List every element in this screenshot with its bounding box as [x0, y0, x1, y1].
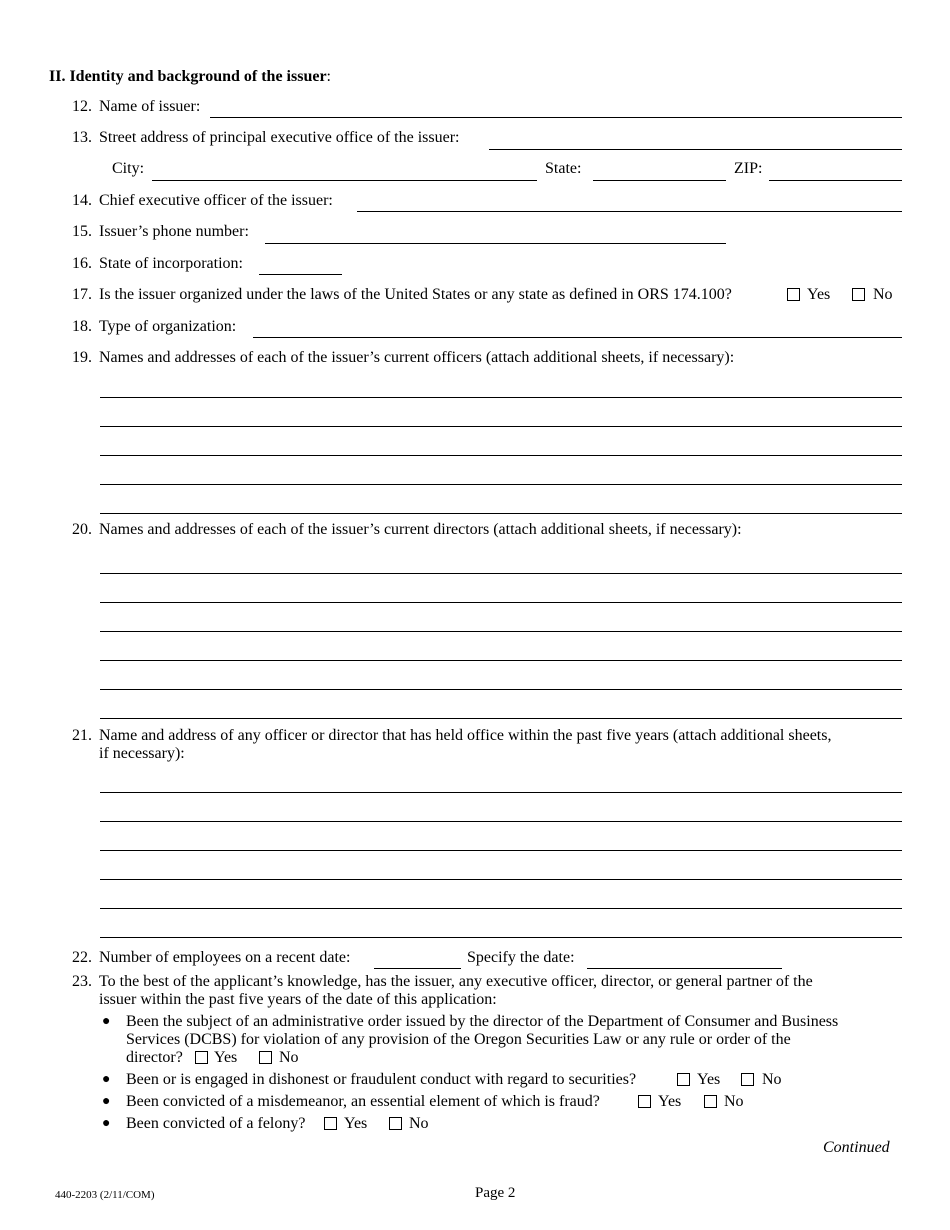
q23-bullet3-text: Been convicted of a misdemeanor, an essential element of which is fraud? [126, 1093, 600, 1110]
date-field[interactable] [587, 968, 782, 969]
incorporation-state-field[interactable] [259, 274, 342, 275]
past-officers-line[interactable] [100, 937, 902, 938]
zip-label: ZIP: [734, 160, 763, 177]
q20-label: Names and addresses of each of the issuer’s current directors (attach additional sheets, if necessary): [99, 521, 742, 538]
q19-number: 19. [72, 349, 92, 366]
q23-felony-no-checkbox[interactable] [389, 1117, 402, 1130]
q23-fraud-conduct-yes-checkbox[interactable] [677, 1073, 690, 1086]
q23-order-no-checkbox[interactable] [259, 1051, 272, 1064]
q23-misdemeanor-yes-label: Yes [658, 1093, 682, 1110]
directors-line[interactable] [100, 631, 902, 632]
q23-felony-no-label: No [409, 1115, 429, 1132]
organization-type-field[interactable] [253, 337, 902, 338]
q21-number: 21. [72, 727, 92, 744]
ceo-field[interactable] [357, 211, 902, 212]
q23-bullet1-line2: Services (DCBS) for violation of any provision of the Oregon Securities Law or any rule or order of the [126, 1031, 791, 1048]
q19-label: Names and addresses of each of the issuer’s current officers (attach additional sheets, if necessary): [99, 349, 735, 366]
q16-number: 16. [72, 255, 92, 272]
past-officers-line[interactable] [100, 850, 902, 851]
q23-order-no-label: No [279, 1049, 299, 1066]
past-officers-line[interactable] [100, 821, 902, 822]
q23-number: 23. [72, 973, 92, 990]
q14-number: 14. [72, 192, 92, 209]
issuer-name-field[interactable] [210, 117, 902, 118]
q23-bullet4-text: Been convicted of a felony? [126, 1115, 306, 1132]
officers-line[interactable] [100, 426, 902, 427]
directors-line[interactable] [100, 689, 902, 690]
bullet-dot: ● [102, 1094, 111, 1109]
section-title: Identity and background of the issuer [69, 68, 327, 85]
q12-label: Name of issuer: [99, 98, 201, 115]
q17-no-label: No [873, 286, 893, 303]
past-officers-line[interactable] [100, 908, 902, 909]
officers-line[interactable] [100, 397, 902, 398]
q14-label: Chief executive officer of the issuer: [99, 192, 333, 209]
section-heading: II. Identity and background of the issuer: [49, 68, 331, 85]
city-field[interactable] [152, 180, 537, 181]
q12-number: 12. [72, 98, 92, 115]
q21-label-line1: Name and address of any officer or director that has held office within the past five years (attach additional sheets, [99, 727, 832, 744]
q17-no-checkbox[interactable] [852, 288, 865, 301]
directors-line[interactable] [100, 718, 902, 719]
q17-number: 17. [72, 286, 92, 303]
past-officers-line[interactable] [100, 879, 902, 880]
officers-line[interactable] [100, 484, 902, 485]
q21-label-line2: if necessary): [99, 745, 185, 762]
q18-number: 18. [72, 318, 92, 335]
past-officers-line[interactable] [100, 792, 902, 793]
q23-label-line1: To the best of the applicant’s knowledge, has the issuer, any executive officer, director, or general partner of the [99, 973, 813, 990]
officers-line[interactable] [100, 513, 902, 514]
phone-field[interactable] [265, 243, 726, 244]
date-label: Specify the date: [467, 949, 575, 966]
state-label: State: [545, 160, 582, 177]
q22-label: Number of employees on a recent date: [99, 949, 351, 966]
bullet-dot: ● [102, 1014, 111, 1029]
q23-bullet1-line1: Been the subject of an administrative order issued by the director of the Department of Consumer and Business [126, 1013, 839, 1030]
directors-line[interactable] [100, 573, 902, 574]
q23-felony-yes-checkbox[interactable] [324, 1117, 337, 1130]
q13-number: 13. [72, 129, 92, 146]
employee-count-field[interactable] [374, 968, 461, 969]
bullet-dot: ● [102, 1072, 111, 1087]
q23-bullet2-text: Been or is engaged in dishonest or fraudulent conduct with regard to securities? [126, 1071, 637, 1088]
directors-line[interactable] [100, 660, 902, 661]
form-id: 440-2203 (2/11/COM) [55, 1189, 155, 1201]
q23-misdemeanor-no-label: No [724, 1093, 744, 1110]
q23-fraud-conduct-no-checkbox[interactable] [741, 1073, 754, 1086]
page-number: Page 2 [475, 1185, 516, 1201]
continued-note: Continued [823, 1139, 890, 1156]
q18-label: Type of organization: [99, 318, 237, 335]
q17-yes-label: Yes [807, 286, 831, 303]
q17-label: Is the issuer organized under the laws of the United States or any state as defined in ORS 174.100? [99, 286, 732, 303]
officers-line[interactable] [100, 455, 902, 456]
city-label: City: [112, 160, 145, 177]
section-numeral: II. [49, 68, 66, 85]
q23-fraud-conduct-no-label: No [762, 1071, 782, 1088]
directors-line[interactable] [100, 602, 902, 603]
q23-label-line2: issuer within the past five years of the date of this application: [99, 991, 497, 1008]
zip-field[interactable] [769, 180, 902, 181]
q20-number: 20. [72, 521, 92, 538]
street-address-field[interactable] [489, 149, 902, 150]
q23-fraud-conduct-yes-label: Yes [697, 1071, 721, 1088]
state-field[interactable] [593, 180, 726, 181]
q16-label: State of incorporation: [99, 255, 243, 272]
bullet-dot: ● [102, 1116, 111, 1131]
q15-number: 15. [72, 223, 92, 240]
q23-misdemeanor-yes-checkbox[interactable] [638, 1095, 651, 1108]
q15-label: Issuer’s phone number: [99, 223, 249, 240]
q13-label: Street address of principal executive office of the issuer: [99, 129, 460, 146]
q23-misdemeanor-no-checkbox[interactable] [704, 1095, 717, 1108]
q17-yes-checkbox[interactable] [787, 288, 800, 301]
q23-felony-yes-label: Yes [344, 1115, 368, 1132]
q23-order-yes-checkbox[interactable] [195, 1051, 208, 1064]
q23-bullet1-line3: director? [126, 1049, 183, 1066]
q22-number: 22. [72, 949, 92, 966]
q23-order-yes-label: Yes [214, 1049, 238, 1066]
